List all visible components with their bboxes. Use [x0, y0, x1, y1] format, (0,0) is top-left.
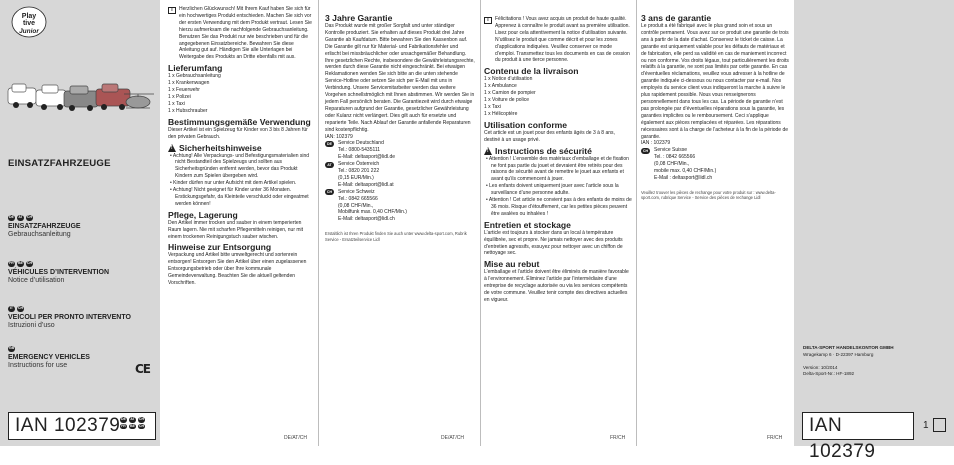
service-name: Service Österreich	[338, 161, 380, 168]
page-box	[933, 418, 946, 432]
de-heading-entsorgung: Hinweise zur Entsorgung	[168, 242, 272, 253]
lang-block-de	[8, 215, 158, 239]
country-badge: DE	[327, 141, 332, 146]
service-line: Tel.: 0842 665566	[338, 195, 378, 202]
country-badge: BE	[130, 423, 135, 428]
bullet-text: Les enfants doivent uniquement jouer avec l’article sous la surveillance d’une personne adulte.	[489, 183, 619, 197]
back-panel	[794, 0, 954, 446]
fr-garantie: Le produit a été fabriqué avec le plus grand soin et sous un contrôle permanent. Vous avez sur ce produit une garantie de trois ans à partir de la date d’achat. Conservez le ticket de caisse. La garantie est uniquement valable pour les défauts de matériaux et de fabrication, elle perd sa validité en cas de maniement incorrect ou non conforme. Vos droits légaux, tout particulièrement les droits relatifs à la garantie, ne sont pas limités par cette garantie. En cas d’éventuelles réclamations, veuillez vous adresser à la hotline de garantie indiquée ci-dessous ou nous contacter par e-mail. Nos employés du service client vous indiqueront la marche à suivre le plus rapidement possible. Nous vous renseignerons personnellement dans tous les cas. La période de garantie n’est pas prolongée par d’éventuelles réparations sous la garantie, les garanties implicites ou le remboursement. Ceci s’applique également aux pièces remplacées et réparées. Les réparations nécessaires sont à la charge de l’acheteur à la fin de la période de garantie.	[641, 23, 789, 140]
fr-intro: Félicitations ! Vous avez acquis un produit de haute qualité. Apprenez à connaître le produit avant sa première utilisation. Lisez pour cela attentivement la notice d’utilisation suivante. N’utilisez le produit que comme décrit et pour les zones d’applications indiquées. Veuillez conserver ce mode d’emploi. Transmettez tous les documents en cas de cession du produit à une tierce personne.	[495, 16, 630, 64]
country-badge: IT	[9, 306, 13, 310]
lang-subtitle: Istruzioni d’uso	[8, 321, 55, 329]
fr-ian: IAN : 102379	[641, 140, 671, 147]
brand-logo	[10, 6, 48, 40]
page-footer: DE/AT/CH	[284, 435, 307, 441]
country-badge: CH	[18, 306, 23, 310]
de-heading-pflege: Pflege, Lagerung	[168, 209, 238, 220]
heading-text: Instructions de sécurité	[495, 145, 592, 156]
bullet-text: Attention ! L’ensemble des matériaux d’emballage et de fixation ne font pas partie du jouet et devraient être retirés pour des raisons de sécurité avant de remettre le jouet aux enfants et avant qu’ils commencent à jouer.	[488, 155, 629, 183]
service-email[interactable]: E-Mail : deltasport@lidl.ch	[654, 174, 713, 181]
lang-title: VÉHICULES D’INTERVENTION	[8, 268, 109, 276]
service-line: mobile max. 0,40 CHF/Min.)	[654, 168, 717, 175]
list-item: 1 x Taxi	[484, 103, 501, 110]
service-email[interactable]: E-Mail: deltasport@lidl.at	[338, 181, 394, 188]
service-line: (0,08 CHF/Min.,	[338, 202, 374, 209]
de-warranty-column	[322, 6, 478, 242]
company-name: DELTA-SPORT HANDELSKONTOR GMBH	[803, 345, 894, 350]
fr-entretien: L’article est toujours à stocker dans un local à température équilibrée, sec et propre. Ne jamais nettoyer avec des produits d’entretien agressifs, essuyez pour nettoyer avec un chiffon de nettoyage sec.	[484, 229, 623, 257]
page-footer: DE/AT/CH	[441, 435, 464, 441]
country-badge: AT	[18, 215, 23, 219]
de-heading-lieferumfang: Lieferumfang	[168, 63, 223, 74]
country-badge: AT	[130, 417, 135, 421]
ian-country-codes	[120, 417, 154, 429]
ian-label: IAN 102379	[809, 415, 876, 462]
list-item: • Kinder dürfen nur unter Aufsicht mit dem Artikel spielen.	[170, 180, 297, 187]
ce-mark: CE	[135, 362, 151, 376]
page-count: 1	[923, 420, 929, 431]
list-item: 1 x Hélicoptère	[484, 110, 518, 117]
service-email[interactable]: E-Mail: deltasport@lidl.ch	[338, 216, 395, 223]
bullet-text: Kinder dürfen nur unter Aufsicht mit dem Artikel spielen.	[173, 180, 297, 187]
de-intro: Herzlichen Glückwunsch! Mit Ihrem Kauf haben Sie sich für ein hochwertiges Produkt entschieden. Machen Sie sich vor der ersten Verwendung mit dem Produkt vertraut. Lesen Sie hierzu aufmerksam die nachfolgende Gebrauchsanleitung. Benutzen Sie das Produkt nur wie beschrieben und für die angegebenen Einsatzbereiche. Bewahren Sie diese Anleitung gut auf. Händigen Sie alle Unterlagen bei Weitergabe des Produkts an Dritte ebenfalls mit aus.	[179, 6, 312, 61]
list-item: 1 x Notice d’utilisation	[484, 76, 533, 83]
service-at	[325, 161, 475, 189]
service-line: Tel.: 0820 201 222	[338, 168, 380, 175]
list-item: 1 x Taxi	[168, 100, 185, 107]
page-footer: FR/CH	[767, 435, 783, 441]
fr-heading-contenu: Contenu de la livraison	[484, 66, 579, 77]
country-badge: FR	[9, 261, 14, 265]
fr-warranty-column	[638, 6, 793, 201]
de-heading-garantie: 3 Jahre Garantie	[325, 13, 393, 23]
service-name: Service Schweiz	[338, 188, 375, 195]
list-item: 1 x Feuerwehr	[168, 87, 200, 94]
ian-label: IAN 102379	[15, 415, 121, 436]
svg-text:Junior: Junior	[19, 28, 39, 35]
de-heading-sicherheit	[168, 144, 313, 153]
de-entsorgung: Verpackung und Artikel bitte umweltgerecht und sortenrein entsorgen! Entsorgen Sie den Artikel über einen zugelassenen Entsorgungsbetrieb oder über Ihre kommunale Gemeindeverwaltung. Beachten Sie die aktuell geltenden Vorschriften.	[168, 252, 307, 287]
country-badge: CH	[326, 190, 333, 195]
version: Version: 10/2014	[803, 364, 838, 370]
country-badge: DE	[9, 215, 14, 219]
lang-subtitle: Notice d’utilisation	[8, 276, 65, 284]
service-line: (0,15 EUR/Min.)	[338, 174, 374, 181]
lang-title: EINSATZFAHRZEUGE	[8, 222, 81, 230]
fr-instructions-column	[481, 6, 635, 304]
bullet-text: Achtung! Nicht geeignet für Kinder unter 36 Monaten. Erstickungsgefahr, da Kleinteile verschluckt oder eingeatmet werden können!	[172, 187, 309, 207]
svg-text:tive: tive	[22, 20, 36, 27]
distributor-block	[803, 345, 943, 378]
service-name: Service Deutschland	[338, 140, 384, 147]
bullet-text: Attention ! Cet article ne convient pas à des enfants de moins de 36 mois. Risque d’étouffement, car les petites pièces peuvent être avalées ou inhalées !	[488, 197, 632, 217]
de-footnote: Erstaltlich ist Ihren Produkt finden Sie auch unter www.delta-sport.com, Rubrik Service - Ersatzteilservice Lidl	[325, 231, 467, 242]
divider	[318, 0, 319, 446]
vehicles-illustration	[4, 74, 158, 116]
svg-text:Play: Play	[21, 13, 37, 20]
country-badge: CH	[139, 423, 144, 428]
fr-heading-securite	[484, 147, 632, 156]
service-de	[325, 140, 475, 161]
de-instructions-column	[165, 6, 316, 287]
company-address: Wragekamp 6 · D-22397 Hamburg	[803, 351, 874, 357]
warning-icon	[168, 144, 176, 152]
country-badge: CH	[27, 261, 32, 265]
country-badge: GB	[8, 346, 15, 350]
service-line: (0,08 CHF/Min.,	[654, 161, 690, 168]
list-item: 1 x Voiture de police	[484, 97, 530, 104]
country-badge: CH	[27, 215, 32, 219]
service-email[interactable]: E-Mail: deltasport@lidl.de	[338, 154, 396, 161]
country-badge: BE	[18, 261, 23, 265]
service-ch	[325, 189, 475, 224]
fr-heading-utilisation: Utilisation conforme	[484, 119, 568, 130]
list-item: 1 x Krankenwagen	[168, 80, 210, 87]
service-line: Mobilfunk max. 0,40 CHF/Min.)	[338, 209, 407, 216]
fr-heading-garantie: 3 ans de garantie	[641, 13, 712, 23]
list-item: • Achtung! Nicht geeignet für Kinder unter 36 Monaten. Erstickungsgefahr, da Kleinteile verschluckt oder eingeatmet werden können!	[170, 187, 309, 207]
service-line: Tel.: 0800-5435111	[338, 147, 381, 154]
article-number: Delta-Sport-Nr.: HF-1892	[803, 371, 855, 377]
de-pflege: Den Artikel immer trocken und sauber in einem temperierten Raum lagern. Nie mit scharfen Pflegemitteln reinigen, nur mit einem trockenen Reinigungstuch sauber wischen.	[168, 219, 304, 240]
country-badge: CH	[642, 148, 649, 153]
country-badge: FR	[121, 423, 126, 428]
warning-icon	[484, 147, 492, 155]
heading-text: Sicherheitshinweise	[179, 142, 262, 153]
de-verwendung: Dieser Artikel ist ein Spielzeug für Kinder von 3 bis 8 Jahren für den privaten Gebrauch.	[168, 126, 308, 140]
de-ian: IAN: 102379	[325, 133, 353, 140]
country-badge: AT	[325, 162, 334, 168]
lang-block-fr	[8, 261, 158, 285]
lang-block-it	[8, 306, 158, 330]
service-name: Service Suisse	[654, 147, 688, 154]
lang-subtitle: Gebrauchsanleitung	[8, 230, 71, 238]
fr-rebut: L’emballage et l’article doivent être éliminés de manière favorable à l’environnement. Éliminez l’article par l’intermédiaire d’une entreprise de recyclage autorisée ou via les services compétents de votre commune. Veuillez tenir compte des directives actuelles en vigueur.	[484, 269, 629, 303]
fr-footnote: Veuillez trouver les pièces de rechange pour votre produit sur : www.delta-sport.com, rubrique Service - Service des pièces de rechange Lidl	[641, 189, 776, 201]
lang-title: VEICOLI PER PRONTO INTERVENTO	[8, 313, 131, 321]
list-item: • Attention ! L’ensemble des matériaux d’emballage et de fixation ne font pas partie du jouet et devraient être retirés pour des raisons de sécurité avant de remettre le jouet aux enfants et avant qu’ils commencent à jouer.	[486, 155, 629, 183]
lang-title: EMERGENCY VEHICLES	[8, 353, 90, 361]
bullet-text: Achtung! Alle Verpackungs- und Befestigungsmaterialien sind nicht Bestandteil des Spielzeugs und sollten aus Sicherheitsgründen entfernt werden, bevor das Produkt Kindern zum Spielen übergeben wird.	[172, 152, 310, 180]
list-item: 1 x Ambulance	[484, 83, 517, 90]
cover-title: EINSATZFAHRZEUGE	[8, 158, 111, 169]
list-item: 1 x Camion de pompier	[484, 90, 536, 97]
de-garantie: Das Produkt wurde mit großer Sorgfalt und unter ständiger Kontrolle produziert. Sie erhalten auf dieses Produkt drei Jahre Garantie ab Kaufdatum. Bitte bewahren Sie den Kassenbon auf. Die Garantie gilt nur für Material- und Fabrikationsfehler und erlischt bei missbräuchlicher oder unsachgemäßer Behandlung. Ihre gesetzlichen Rechte, insbesondere die Gewährleistungsrechte, werden durch diese Garantie nicht eingeschränkt. Bei etwaigen Reklamationen wenden Sie sich bitte an die unten stehende Service-Hotline oder setzen Sie sich per E-Mail mit uns in Verbindung. Unsere Servicemitarbeiter werden das weitere Vorgehen schnellstmöglich mit Ihnen abstimmen. Wir werden Sie in jedem Fall persönlich beraten. Die Garantiezeit wird durch etwaige Reparaturen aufgrund der Garantie, gesetzlicher Gewährleistung oder Kulanz nicht verlängert. Dies gilt auch für ersetzte und reparierte Teile. Nach Ablauf der Garantie anfallende Reparaturen sind kostenpflichtig.	[325, 23, 475, 133]
lang-subtitle: Instructions for use	[8, 361, 68, 369]
list-item: 1 x Hubschrauber	[168, 107, 208, 114]
fr-utilisation: Cet article est un jouet pour des enfants âgés de 3 à 8 ans, destiné à un usage privé.	[484, 129, 615, 143]
info-book-icon: i	[484, 17, 492, 24]
service-ch	[641, 147, 790, 182]
list-item: 1 x Polizei	[168, 93, 191, 100]
list-item: • Achtung! Alle Verpackungs- und Befestigungsmaterialien sind nicht Bestandteil des Spielzeugs und sollten aus Sicherheitsgründen entfernt werden, bevor das Produkt Kindern zum Spielen übergeben wird.	[170, 152, 310, 180]
de-heading-verwendung: Bestimmungsgemäße Verwendung	[168, 116, 311, 127]
ian-box-back	[802, 412, 914, 462]
country-badge: DE	[121, 417, 126, 421]
page-footer: FR/CH	[610, 435, 626, 441]
fr-heading-entretien: Entretien et stockage	[484, 219, 571, 230]
list-item: 1 x Gebrauchsanleitung	[168, 73, 221, 80]
divider	[636, 0, 637, 446]
country-badge: CH	[139, 417, 144, 421]
fr-heading-rebut: Mise au rebut	[484, 259, 540, 270]
info-book-icon: i	[168, 7, 176, 14]
list-item: • Les enfants doivent uniquement jouer avec l’article sous la surveillance d’une personne adulte.	[486, 183, 619, 197]
service-line: Tel. : 0842 665566	[654, 154, 696, 161]
list-item: • Attention ! Cet article ne convient pas à des enfants de moins de 36 mois. Risque d’étouffement, car les petites pièces peuvent être avalées ou inhalées !	[486, 197, 632, 217]
